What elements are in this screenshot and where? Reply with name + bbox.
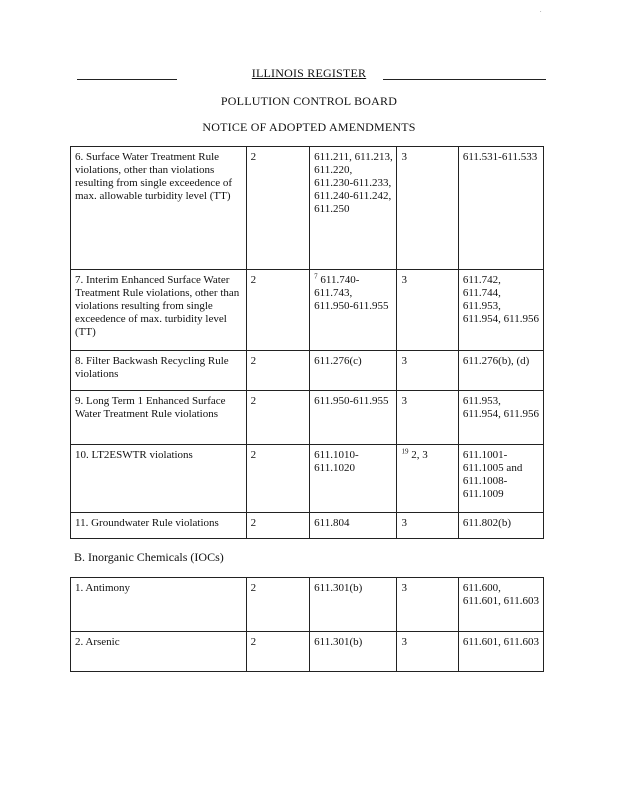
table-row (71, 513, 544, 539)
notice-title: NOTICE OF ADOPTED AMENDMENTS (202, 120, 416, 134)
citation-value: 611.953, 611.954, 611.956 (458, 391, 543, 445)
tier-value: 3 (397, 391, 458, 445)
tier-value: 2 (246, 391, 310, 445)
citation-value: 611.1001-611.1005 and 611.1008-611.1009 (458, 445, 543, 513)
tier-value: 2 (246, 351, 310, 391)
citation-value: 611.531-611.533 (458, 147, 543, 270)
citation-value: 611.804 (310, 513, 397, 539)
citation-value: 611.601, 611.603 (458, 632, 543, 672)
tier-value: 3 (397, 632, 458, 672)
tier-value: 2 (246, 147, 310, 270)
tier-value: 2 (246, 632, 310, 672)
tier-value: 3 (397, 351, 458, 391)
violations-table (70, 146, 544, 539)
scan-speck: . (540, 8, 542, 14)
citation-value: 611.950-611.955 (310, 391, 397, 445)
chemical-name: 2. Arsenic (71, 632, 247, 672)
citation-value: 611.276(b), (d) (458, 351, 543, 391)
citation-value: 611.600, 611.601, 611.603 (458, 578, 543, 632)
table-row (71, 445, 544, 513)
citation-value: 611.742, 611.744, 611.953, 611.954, 611.956 (458, 270, 543, 351)
ioc-table (70, 577, 544, 672)
tier-value: 2 (246, 270, 310, 351)
citation-value: 611.301(b) (310, 632, 397, 672)
tier-value: 3 (397, 578, 458, 632)
tier-value: 3 (397, 147, 458, 270)
citation-value: 611.211, 611.213, 611.220, 611.230-611.233, 611.240-611.242, 611.250 (310, 147, 397, 270)
table-row (71, 578, 544, 632)
tier-value: 3 (397, 270, 458, 351)
table-row (71, 147, 544, 270)
table-row (71, 391, 544, 445)
tier-value: 2 (246, 445, 310, 513)
section-heading: B. Inorganic Chemicals (IOCs) (74, 550, 224, 564)
violation-name: 6. Surface Water Treatment Rule violations, other than violations resulting from single exceedence of max. allowable turbidity level (TT) (71, 147, 247, 270)
tier-value: 2 (246, 578, 310, 632)
tier-value: 2 (246, 513, 310, 539)
violation-name: 7. Interim Enhanced Surface Water Treatment Rule violations, other than violations resulting from single exceedence of max. turbidity level (TT) (71, 270, 247, 351)
footnote-marker: 7 (314, 272, 318, 281)
table-row (71, 270, 544, 351)
violation-name: 9. Long Term 1 Enhanced Surface Water Treatment Rule violations (71, 391, 247, 445)
register-title: ILLINOIS REGISTER (251, 66, 367, 80)
citation-value: 611.802(b) (458, 513, 543, 539)
violation-name: 10. LT2ESWTR violations (71, 445, 247, 513)
board-name: POLLUTION CONTROL BOARD (220, 94, 398, 108)
table-row (71, 632, 544, 672)
chemical-name: 1. Antimony (71, 578, 247, 632)
citation-value: 611.301(b) (310, 578, 397, 632)
citation-value: 611.276(c) (310, 351, 397, 391)
citation-value: 611.1010-611.1020 (310, 445, 397, 513)
violation-name: 11. Groundwater Rule violations (71, 513, 247, 539)
citation-value: $^7$ 611.740-611.743, 611.950-611.955 (310, 270, 397, 351)
table-row (71, 351, 544, 391)
tier-value: $^{19}$ 2, 3 (397, 445, 458, 513)
tier-value: 3 (397, 513, 458, 539)
footnote-marker: 19 (401, 447, 409, 456)
violation-name: 8. Filter Backwash Recycling Rule violations (71, 351, 247, 391)
